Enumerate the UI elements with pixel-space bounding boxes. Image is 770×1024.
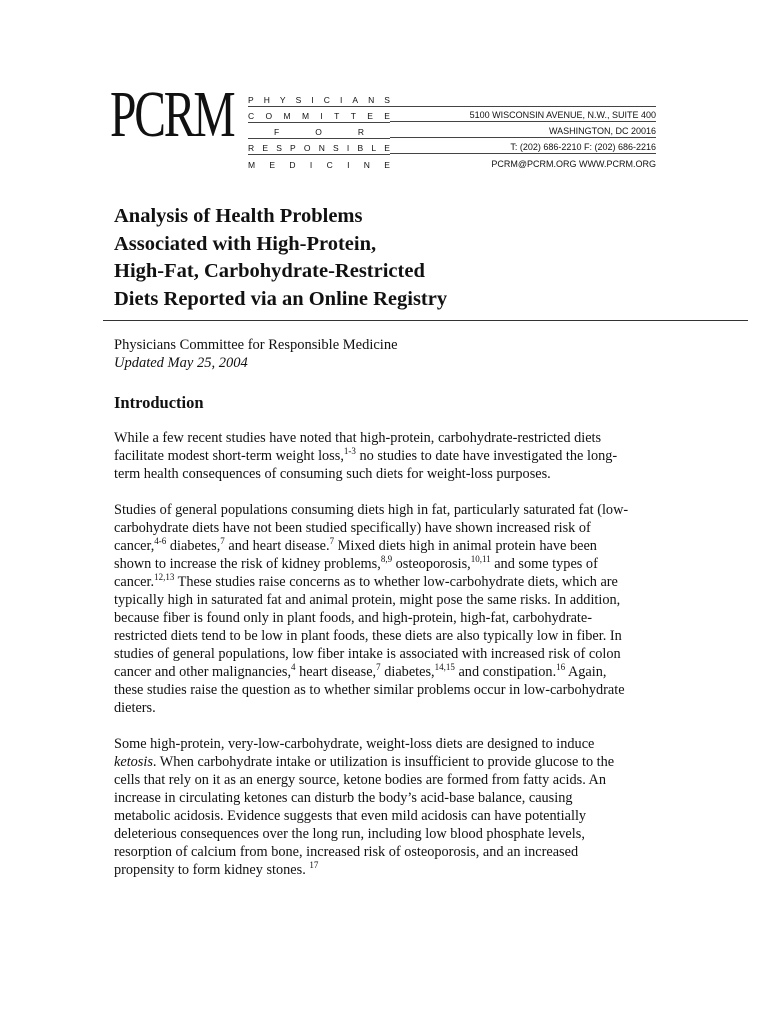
citation-superscript: 7 <box>329 536 335 547</box>
author: Physicians Committee for Responsible Medicine <box>114 337 398 353</box>
org-letter: E <box>262 143 268 153</box>
phone-fax-line: T: (202) 686-2210 F: (202) 686-2216 <box>390 138 656 154</box>
title-line: Analysis of Health Problems <box>114 205 363 227</box>
text-line: typically high in saturated fat and animal protein, might pose the same risks. In addition, <box>114 592 621 608</box>
org-letter: M <box>301 111 310 121</box>
citation-superscript: 12,13 <box>154 572 175 583</box>
org-word-row <box>248 107 390 123</box>
org-letter: P <box>290 143 296 153</box>
text-line: cancer,$^{4-6}$ diabetes,$^7$ and heart disease.$^7$ Mixed diets high in animal protein have been <box>114 536 597 554</box>
document-meta <box>114 336 398 372</box>
org-letter: C <box>248 111 255 121</box>
citation-superscript: 1-3 <box>343 446 356 457</box>
org-letter: I <box>311 95 314 105</box>
org-letter: I <box>320 111 323 121</box>
org-letter: I <box>339 95 343 105</box>
updated-date: Updated May 25, 2004 <box>114 355 248 371</box>
org-letter: I <box>346 143 350 153</box>
org-letter: S <box>333 143 339 153</box>
org-letter: S <box>295 95 302 105</box>
text-line: Studies of general populations consuming diets high in fat, particularly saturated fat (low- <box>114 502 629 518</box>
paragraph <box>114 501 658 717</box>
org-letter: O <box>315 127 322 137</box>
org-letter: S <box>384 95 390 105</box>
text-line: studies of general populations, low fiber intake is associated with increased risk of colon <box>114 646 621 662</box>
citation-superscript: 7 <box>376 662 381 673</box>
emphasized-term: ketosis <box>114 754 153 770</box>
paragraph <box>114 429 658 483</box>
org-letter: E <box>367 111 373 121</box>
text-line: deleterious consequences over the long run, including low blood phosphate levels, <box>114 826 585 842</box>
citation-superscript: 4-6 <box>154 536 167 547</box>
org-letter: E <box>384 111 390 121</box>
citation-superscript: 4 <box>291 662 296 673</box>
org-letter: C <box>326 160 333 170</box>
org-letter: D <box>289 160 296 170</box>
org-letter: T <box>350 111 356 121</box>
org-letter: R <box>357 127 364 137</box>
organization-name-block <box>248 91 390 171</box>
org-letter: L <box>371 143 377 153</box>
org-letter: H <box>263 95 270 105</box>
text-line: resorption of calcium from bone, increased risk of osteoporosis, and an increased <box>114 844 579 860</box>
org-letter: S <box>276 143 282 153</box>
title-divider <box>103 320 748 321</box>
org-letter: N <box>363 160 370 170</box>
org-letter: T <box>334 111 340 121</box>
org-letter: P <box>248 95 254 105</box>
text-line: Some high-protein, very-low-carbohydrate, weight-loss diets are designed to induce <box>114 736 595 752</box>
text-line: ketosis. When carbohydrate intake or utilization is insufficient to provide glucose to the <box>114 754 615 770</box>
citation-superscript: 10,11 <box>470 554 491 565</box>
org-word-row <box>248 139 390 155</box>
text-line: While a few recent studies have noted that high-protein, carbohydrate-restricted diets <box>114 430 602 446</box>
address-block <box>390 106 656 170</box>
address-line: 5100 WISCONSIN AVENUE, N.W., SUITE 400 <box>390 106 656 122</box>
text-line: metabolic acidosis. Evidence suggests that even mild acidosis can have potentially <box>114 808 587 824</box>
org-letter: A <box>352 95 359 105</box>
text-line: cancer and other malignancies,$^4$ heart disease,$^7$ diabetes,$^{14,15}$ and constipation.$^{16}$ Again, <box>114 662 607 680</box>
email-web-line: PCRM@PCRM.ORG WWW.PCRM.ORG <box>491 159 656 169</box>
org-word-row <box>248 123 390 139</box>
text-line: cells that rely on it as an energy source, ketone bodies are formed from fatty acids. An <box>114 772 607 788</box>
org-letter: I <box>309 160 313 170</box>
text-line: facilitate modest short-term weight loss,$^{1-3}$ no studies to date have investigated the long- <box>114 446 618 464</box>
title-line: High-Fat, Carbohydrate-Restricted <box>114 260 425 282</box>
citation-superscript: 8,9 <box>380 554 393 565</box>
org-letter: O <box>303 143 311 153</box>
section-heading: Introduction <box>114 393 204 412</box>
org-word-row <box>248 155 390 171</box>
citation-superscript: 7 <box>220 536 225 547</box>
title-line: Diets Reported via an Online Registry <box>114 287 448 310</box>
org-letter: F <box>274 127 280 137</box>
org-letter: N <box>318 143 325 153</box>
text-line: term health consequences of consuming such diets for weight-loss purposes. <box>114 466 551 482</box>
text-line: because fiber is found only in plant foods, and high-protein, high-fat, carbohydrate- <box>114 610 593 626</box>
org-letter: M <box>283 111 291 121</box>
title-line: Associated with High-Protein, <box>114 232 377 255</box>
document-title <box>114 203 674 313</box>
text-line: these studies raise the question as to whether similar problems occur in low-carbohydrate <box>114 682 625 698</box>
org-letter: C <box>323 95 330 105</box>
org-letter: E <box>384 143 390 153</box>
address-line: WASHINGTON, DC 20016 <box>390 122 656 138</box>
org-letter: I <box>347 160 350 170</box>
text-line: cancer.$^{12,13}$ These studies raise concerns as to whether low-carbohydrate diets, which are <box>114 572 618 590</box>
citation-superscript: 14,15 <box>434 662 455 673</box>
org-word-row <box>248 91 390 107</box>
paragraph <box>114 735 658 879</box>
org-letter: N <box>368 95 375 105</box>
text-line: restricted diets tend to be low in plant foods, these diets are also typically low in fiber. In <box>114 628 622 644</box>
org-letter: B <box>357 143 364 153</box>
org-letter: O <box>265 111 273 121</box>
text-line: increase in circulating ketones can disturb the body’s acid-base balance, causing <box>114 790 573 806</box>
org-letter: Y <box>279 95 286 105</box>
org-letter: E <box>384 160 390 170</box>
text-line: dieters. <box>114 700 156 716</box>
citation-superscript: 16 <box>556 662 566 673</box>
org-letter: E <box>269 160 276 170</box>
citation-superscript: 17 <box>309 860 319 871</box>
text-line: shown to increase the risk of kidney problems,$^{8,9}$ osteoporosis,$^{10,11}$ and some types of <box>114 554 598 572</box>
org-letter: R <box>248 143 255 153</box>
text-line: propensity to form kidney stones. $^{17}$ <box>114 860 319 878</box>
org-letter: M <box>248 160 256 170</box>
pcrm-logo: PCRM <box>110 78 234 151</box>
text-line: carbohydrate diets have not been studied specifically) have shown increased risk of <box>114 520 591 536</box>
